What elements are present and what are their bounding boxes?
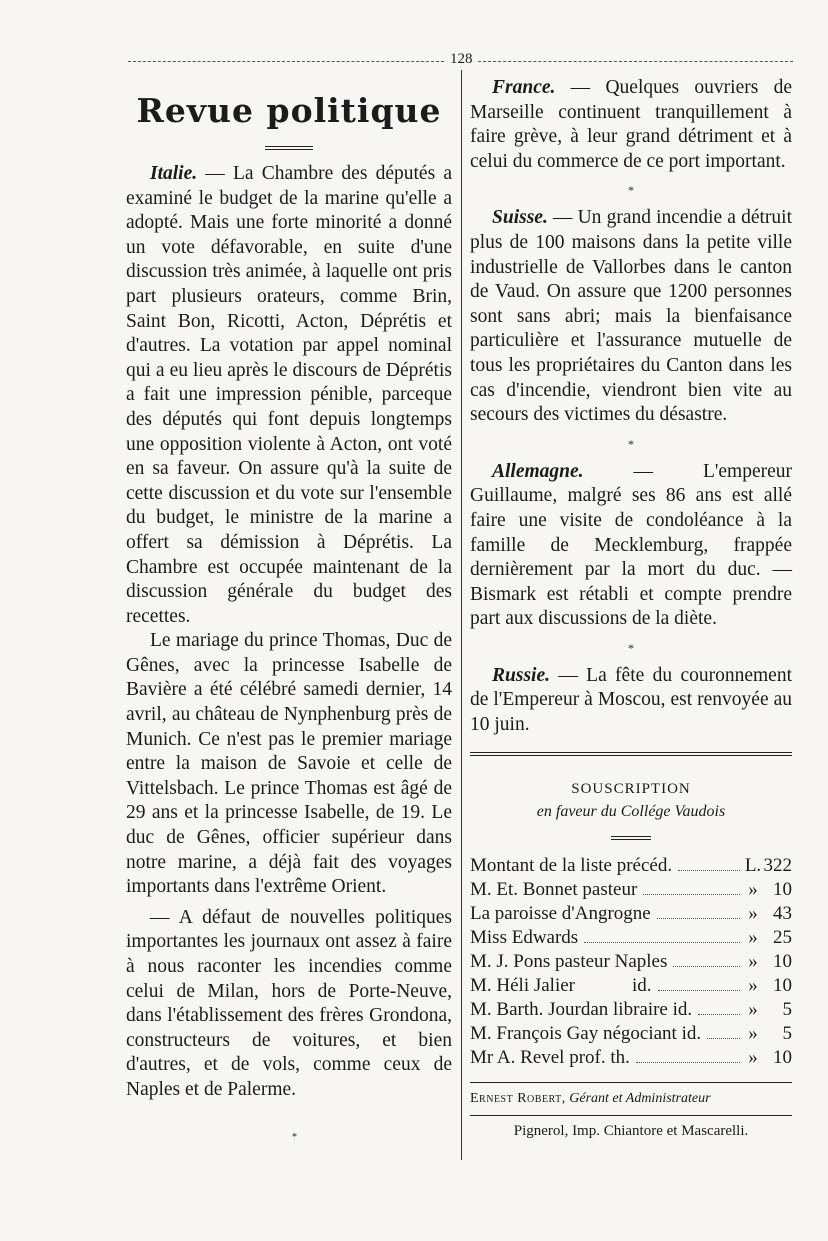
leader-dots <box>584 942 740 943</box>
currency: » <box>748 950 758 972</box>
country-label-suisse: Suisse. <box>492 207 548 229</box>
separator-star: * <box>628 183 634 198</box>
france-paragraph <box>470 76 792 174</box>
amount: 322 <box>763 854 792 876</box>
amount: 10 <box>773 1046 792 1068</box>
leader-dots <box>698 1014 740 1015</box>
russie-text: — La fête du couronnement de l'Empereur à Moscou, est renvoyée au 10 juin. <box>470 664 792 736</box>
leader-dots <box>657 918 740 919</box>
separator-star: * <box>628 436 634 451</box>
france-text: — Quelques ouvriers de Marseille continuent tranquillement à faire grève, à leur grand détriment et à celui du commerce de ce port important. <box>470 77 792 172</box>
subscription-row <box>470 878 792 902</box>
donor-name: M. Barth. Jourdan libraire id. <box>470 998 693 1020</box>
footer-rule <box>470 1115 792 1116</box>
leader-dots <box>643 894 740 895</box>
donor-name: Miss Edwards <box>470 926 579 948</box>
page-header <box>128 51 793 68</box>
subscription-row <box>470 950 792 974</box>
footer-rule <box>470 1082 792 1083</box>
amount: 43 <box>773 902 792 924</box>
leader-dots <box>658 990 740 991</box>
amount: 5 <box>782 998 792 1020</box>
donor-name: La paroisse d'Angrogne <box>470 902 651 924</box>
country-label-france: France. <box>492 77 556 98</box>
printer-line: Pignerol, Imp. Chiantore et Mascarelli. <box>513 1122 749 1139</box>
separator-star: * <box>628 640 634 655</box>
russie-paragraph <box>470 664 792 738</box>
amount: 10 <box>773 974 792 996</box>
italie-paragraph <box>126 162 452 629</box>
left-column <box>126 82 452 1103</box>
donor-name: Mr A. Revel prof. th. <box>470 1046 630 1068</box>
subscription-row <box>470 902 792 926</box>
donor-name: Montant de la liste précéd. <box>470 854 673 876</box>
currency: » <box>748 974 758 996</box>
title-rule <box>265 146 313 150</box>
subscription-row <box>470 854 792 878</box>
leader-dots <box>673 966 740 967</box>
subscription-list <box>470 854 792 1070</box>
country-label-russie: Russie. <box>492 664 550 686</box>
italie-text: — La Chambre des députés a examiné le budget de la marine qu'elle a adopté. Mais une forte minorité a donné un vote défavorable, en suite d'une discussion très animée, à laquelle ont pris part plusieurs orateurs, comme Brin, Saint Bon, Ricotti, Acton, Déprétis et d'autres. La votation par appel nominal qui a eu lieu après le discours de Déprétis a fait une impression pénible, parceque des députés qui font depuis longtemps une opposition violente à Acton, ont voté en sa faveur. On assure qu'à la suite de cette discussion et du vote sur l'ensemble du budget, le ministre de la marine a offert sa démission à Déprétis. La Chambre est occupée maintenant de la discussion générale du budget des recettes. <box>126 163 452 627</box>
currency: » <box>748 1046 758 1068</box>
country-label-italie: Italie. <box>150 163 198 184</box>
section-title: Revue politique <box>136 91 442 130</box>
right-column <box>470 76 792 1142</box>
donor-name: M. J. Pons pasteur Naples <box>470 950 668 972</box>
mariage-paragraph: Le mariage du prince Thomas, Duc de Gênes, avec la princesse Isabelle de Bavière a été célébré samedi dernier, 14 avril, au château de Nynphenburg près de Munich. Ce n'est pas le premier mariage entre la maison de Savoie et celle de Vittelsbach. Le prince Thomas est âgé de 29 ans et la princesse Isabelle, de 19. Le duc de Gênes, officier supérieur dans notre marine, a déjà fait des voyages importants dans l'extrême Orient. <box>126 630 452 898</box>
bottom-star: * <box>292 1132 297 1143</box>
donor-name: M. François Gay négociant id. <box>470 1022 702 1044</box>
nouvelles-paragraph: — A défaut de nouvelles politiques importantes les journaux ont assez à faire à nous raconter les incendies comme celui de Milan, hors de Porte-Neuve, dans l'établissement des frères Grondona, constructeurs de voitures, et bien d'autres, et de vols, comme ceux de Naples et de Palerme. <box>126 906 452 1100</box>
editor-role: Gérant et Administrateur <box>565 1090 711 1106</box>
donor-name: M. Héli Jalier id. <box>470 974 652 996</box>
subscription-row <box>470 998 792 1022</box>
amount: 25 <box>773 926 792 948</box>
leader-dots <box>707 1038 740 1039</box>
subscription-row <box>470 1046 792 1070</box>
allemagne-text: — L'empereur Guillaume, malgré ses 86 ans est allé faire une visite de condoléance à la famille de Mecklemburg, frappée dernièrement par la mort du duc. — Bismark est rétabli et compte prendre part aux discussions de la diète. <box>470 460 792 630</box>
currency: » <box>748 1022 758 1044</box>
currency: » <box>748 878 758 900</box>
header-rule-left <box>128 61 444 62</box>
amount: 10 <box>773 950 792 972</box>
subscription-row <box>470 974 792 998</box>
donor-name: M. Et. Bonnet pasteur <box>470 878 638 900</box>
editor-line <box>470 1089 792 1109</box>
subscription-rule <box>611 836 651 840</box>
subscription-row <box>470 1022 792 1046</box>
subscription-heading: SOUSCRIPTION <box>571 780 691 797</box>
country-label-allemagne: Allemagne. <box>492 460 584 482</box>
section-rule <box>470 752 792 756</box>
leader-dots <box>636 1062 740 1063</box>
currency: » <box>748 926 758 948</box>
amount: 5 <box>782 1022 792 1044</box>
subscription-row <box>470 926 792 950</box>
currency: L. <box>744 854 762 876</box>
suisse-paragraph <box>470 206 792 427</box>
editor-name: Ernest Robert, <box>470 1090 566 1106</box>
leader-dots <box>678 870 740 871</box>
allemagne-paragraph <box>470 460 792 632</box>
header-rule-right <box>478 61 793 62</box>
amount: 10 <box>773 878 792 900</box>
page-number: 128 <box>450 51 473 67</box>
suisse-text: — Un grand incendie a détruit plus de 100 maisons dans la petite ville industrielle de Vallorbes dans le canton de Vaud. On assure que 1200 personnes sont sans abri; mais la bienfaisance particulière et l'assurance mutuelle de tous les propriétaires du Canton dans les cas d'incendie, viendront bien vite au secours des victimes du désastre. <box>470 207 792 426</box>
currency: » <box>748 998 758 1020</box>
subscription-subheading: en faveur du Collége Vaudois <box>536 802 726 820</box>
currency: » <box>748 902 758 924</box>
column-divider <box>461 70 462 1160</box>
